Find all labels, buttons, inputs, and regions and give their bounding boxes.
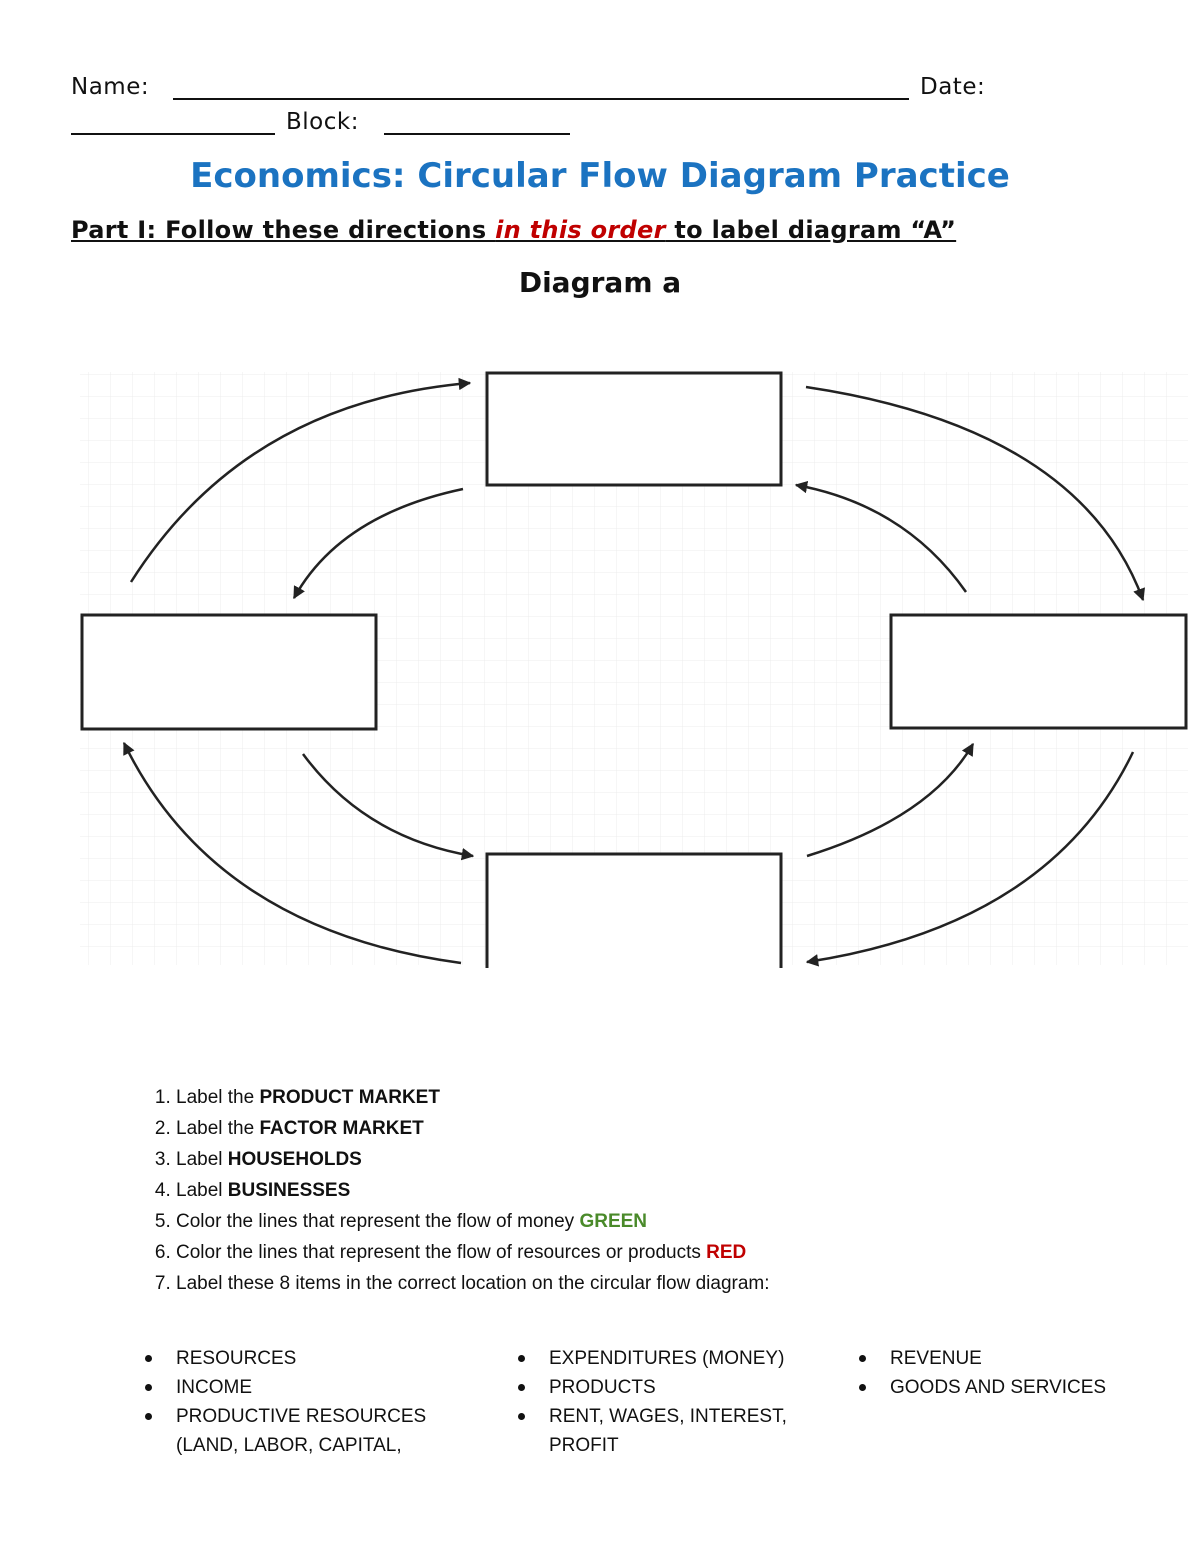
direction-item: 1. Label the PRODUCT MARKET <box>176 1082 770 1113</box>
left-box[interactable] <box>82 615 376 729</box>
list-item: RESOURCES <box>142 1344 426 1373</box>
direction-item: 2. Label the FACTOR MARKET <box>176 1113 770 1144</box>
block-label: Block: <box>286 109 359 135</box>
list-item: GOODS AND SERVICES <box>856 1373 1106 1402</box>
list-item: PROFIT <box>549 1435 619 1456</box>
list-item: EXPENDITURES (MONEY) <box>515 1344 787 1373</box>
part-1-prefix: Part I: Follow these directions <box>71 216 496 244</box>
part-1-suffix: to label diagram “A” <box>665 216 957 244</box>
bottom-box[interactable] <box>487 854 781 968</box>
list-item: PRODUCTS <box>515 1373 787 1402</box>
list-item: RENT, WAGES, INTEREST, <box>515 1402 787 1431</box>
direction-item: 3. Label HOUSEHOLDS <box>176 1144 770 1175</box>
terms-list-col1 <box>142 1344 426 1460</box>
page-title: Economics: Circular Flow Diagram Practice <box>190 156 1010 196</box>
direction-item: 4. Label BUSINESSES <box>176 1175 770 1206</box>
direction-item: 5. Color the lines that represent the flow of money GREEN <box>176 1206 770 1237</box>
list-item: REVENUE <box>856 1344 1106 1373</box>
terms-list-col2 <box>515 1344 787 1460</box>
direction-item: 7. Label these 8 items in the correct location on the circular flow diagram: <box>176 1268 770 1299</box>
terms-list-col3 <box>856 1344 1106 1402</box>
list-item: PRODUCTIVE RESOURCES <box>142 1402 426 1431</box>
list-item: INCOME <box>142 1373 426 1402</box>
top-box[interactable] <box>487 373 781 485</box>
date-label: Date: <box>920 74 986 100</box>
direction-item: 6. Color the lines that represent the flow of resources or products RED <box>176 1237 770 1268</box>
name-label: Name: <box>71 74 150 100</box>
diagram-title: Diagram a <box>518 266 682 299</box>
directions-list <box>136 1082 770 1299</box>
list-item: (LAND, LABOR, CAPITAL, <box>176 1435 402 1456</box>
part-1-emphasis: in this order <box>495 216 666 244</box>
right-box[interactable] <box>891 615 1186 728</box>
